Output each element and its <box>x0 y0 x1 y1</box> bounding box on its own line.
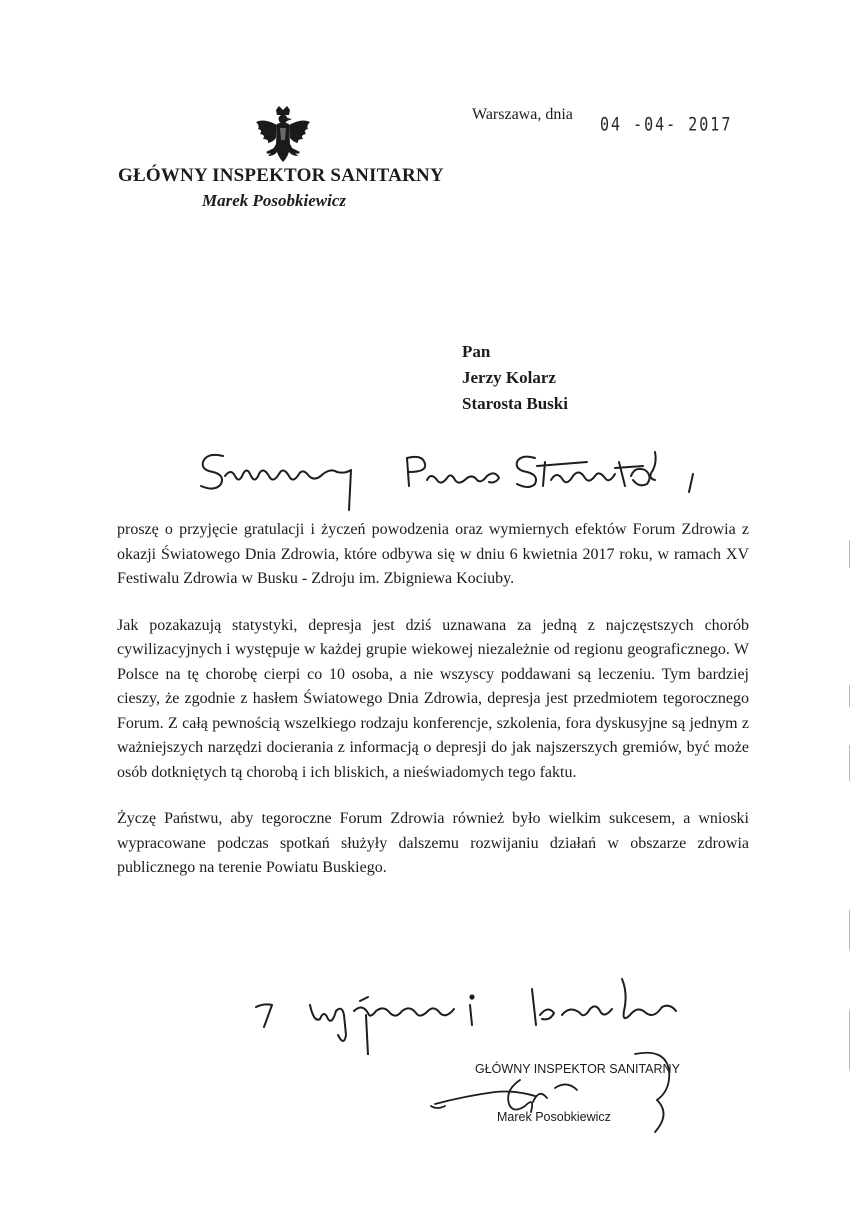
recipient-salutation: Pan <box>462 342 491 361</box>
scan-margin-mark <box>849 685 850 707</box>
org-person-name: Marek Posobkiewicz <box>202 191 347 210</box>
body-paragraph-1: proszę o przyjęcie gratulacji i życzeń powodzenia oraz wymiernych efektów Forum Zdrowia z okazji Światowego Dnia Zdrowia, które odbywa się w dniu 6 kwietnia 2017 roku, w ramach XV Festiwalu Zdrowia w Busku - Zdroju im. Zbigniewa Kociuby. <box>117 521 749 587</box>
date-stamp: 04 -04- 2017 <box>600 113 733 136</box>
polish-eagle-emblem-icon <box>254 106 312 168</box>
scan-margin-mark <box>849 1010 850 1070</box>
letter-body <box>117 518 749 903</box>
signature-stamp-name: Marek Posobkiewicz <box>497 1110 611 1124</box>
recipient-block <box>462 339 568 417</box>
org-title: GŁÓWNY INSPEKTOR SANITARNY <box>118 165 444 186</box>
recipient-name: Jerzy Kolarz <box>462 368 556 387</box>
handwritten-greeting-icon <box>195 440 715 512</box>
recipient-title: Starosta Buski <box>462 394 568 413</box>
scan-margin-mark <box>849 910 850 950</box>
scan-margin-mark <box>849 540 850 568</box>
handwritten-signature-icon <box>425 1040 685 1140</box>
signature-stamp-title: GŁÓWNY INSPEKTOR SANITARNY <box>475 1062 680 1076</box>
scan-margin-mark <box>849 745 850 781</box>
body-paragraph-2: Jak pozakazują statystyki, depresja jest dziś uznawana za jedną z najczęstszych chorób cywilizacyjnych i występuje w każdej grupie wiekowej niezależnie od regionu geograficznego. W Polsce na tę chorobę cierpi co 10 osoba, a nie wszyscy poddawani są leczeniu. Tym bardziej cieszy, że zgodnie z hasłem Światowego Dnia Zdrowia, depresja jest przedmiotem tegorocznego Forum. Z całą pewnością wszelkiego rodzaju konferencje, szkolenia, fora dyskusyjne są jednym z ważniejszych narzędzi docierania z informacją o depresji do jak najszerszych gremiów, być może osób dotkniętych tą chorobą i ich bliskich, a nieświadomych tego faktu. <box>117 616 749 781</box>
place-date-label: Warszawa, dnia <box>472 106 573 123</box>
body-paragraph-3: Życzę Państwu, aby tegoroczne Forum Zdrowia również było wielkim sukcesem, a wnioski wypracowane podczas spotkań służyły dalszemu rozwijaniu działań w obszarze zdrowia publicznego na terenie Powiatu Buskiego. <box>117 810 749 876</box>
